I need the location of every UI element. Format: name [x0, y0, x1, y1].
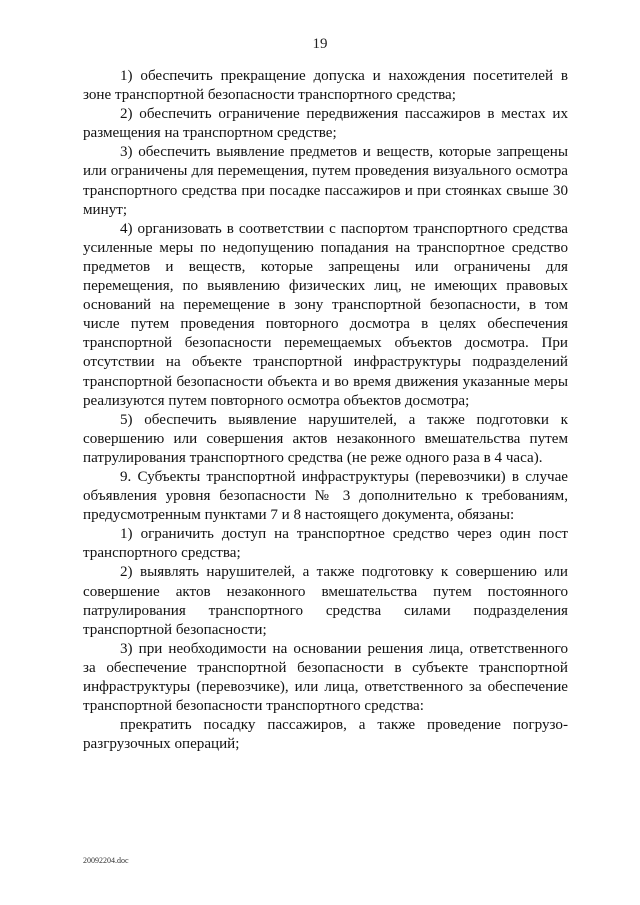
paragraph-8: 2) выявлять нарушителей, а также подготовку к совершению или совершение актов незаконного вмешательства путем постоянного патрулирования транспортного средства силами подразделения транспортной безопасности;: [83, 564, 568, 638]
paragraph-4: 4) организовать в соответствии с паспортом транспортного средства усиленные меры по недопущению попадания на транспортное средство предметов и веществ, которые запрещены или ограничены для перемещения, по выявлению физических лиц, не имеющих правовых оснований на перемещение в зону транспортной безопасности, в том числе путем проведения повторного досмотра в целях обеспечения транспортной безопасности перемещаемых объектов досмотра. При отсутствии на объекте транспортной инфраструктуры подразделений транспортной безопасности объекта и во время движения указанные меры реализуются путем повторного осмотра объектов досмотра;: [83, 220, 568, 409]
paragraph-2: 2) обеспечить ограничение передвижения пассажиров в местах их размещения на транспортном средстве;: [83, 106, 568, 142]
footer-filename: 20092204.doc: [83, 856, 129, 865]
paragraph-5: 5) обеспечить выявление нарушителей, а также подготовки к совершению или совершения актов незаконного вмешательства путем патрулирования транспортного средства (не реже одного раза в 4 часа).: [83, 411, 568, 466]
page-number: 19: [312, 36, 328, 52]
paragraph-1: 1) обеспечить прекращение допуска и нахождения посетителей в зоне транспортной безопасности транспортного средства;: [83, 68, 568, 104]
paragraph-7: 1) ограничить доступ на транспортное средство через один пост транспортного средства;: [83, 526, 568, 562]
document-body: [83, 67, 568, 754]
paragraph-3: 3) обеспечить выявление предметов и веществ, которые запрещены или ограничены для перемещения, путем проведения визуального осмотра транспортного средства при посадке пассажиров и при стоянках свыше 30 минут;: [83, 144, 568, 218]
paragraph-6: 9. Субъекты транспортной инфраструктуры (перевозчики) в случае объявления уровня безопасности № 3 дополнительно к требованиям, предусмотренным пунктами 7 и 8 настоящего документа, обязаны:: [83, 468, 568, 524]
paragraph-9: 3) при необходимости на основании решения лица, ответственного за обеспечение транспортной безопасности в субъекте транспортной инфраструктуры (перевозчике), или лица, ответственного за обеспечение транспортной безопасности транспортного средства:: [83, 640, 568, 715]
paragraph-10: прекратить посадку пассажиров, а также проведение погрузо-разгрузочных операций;: [83, 717, 568, 753]
